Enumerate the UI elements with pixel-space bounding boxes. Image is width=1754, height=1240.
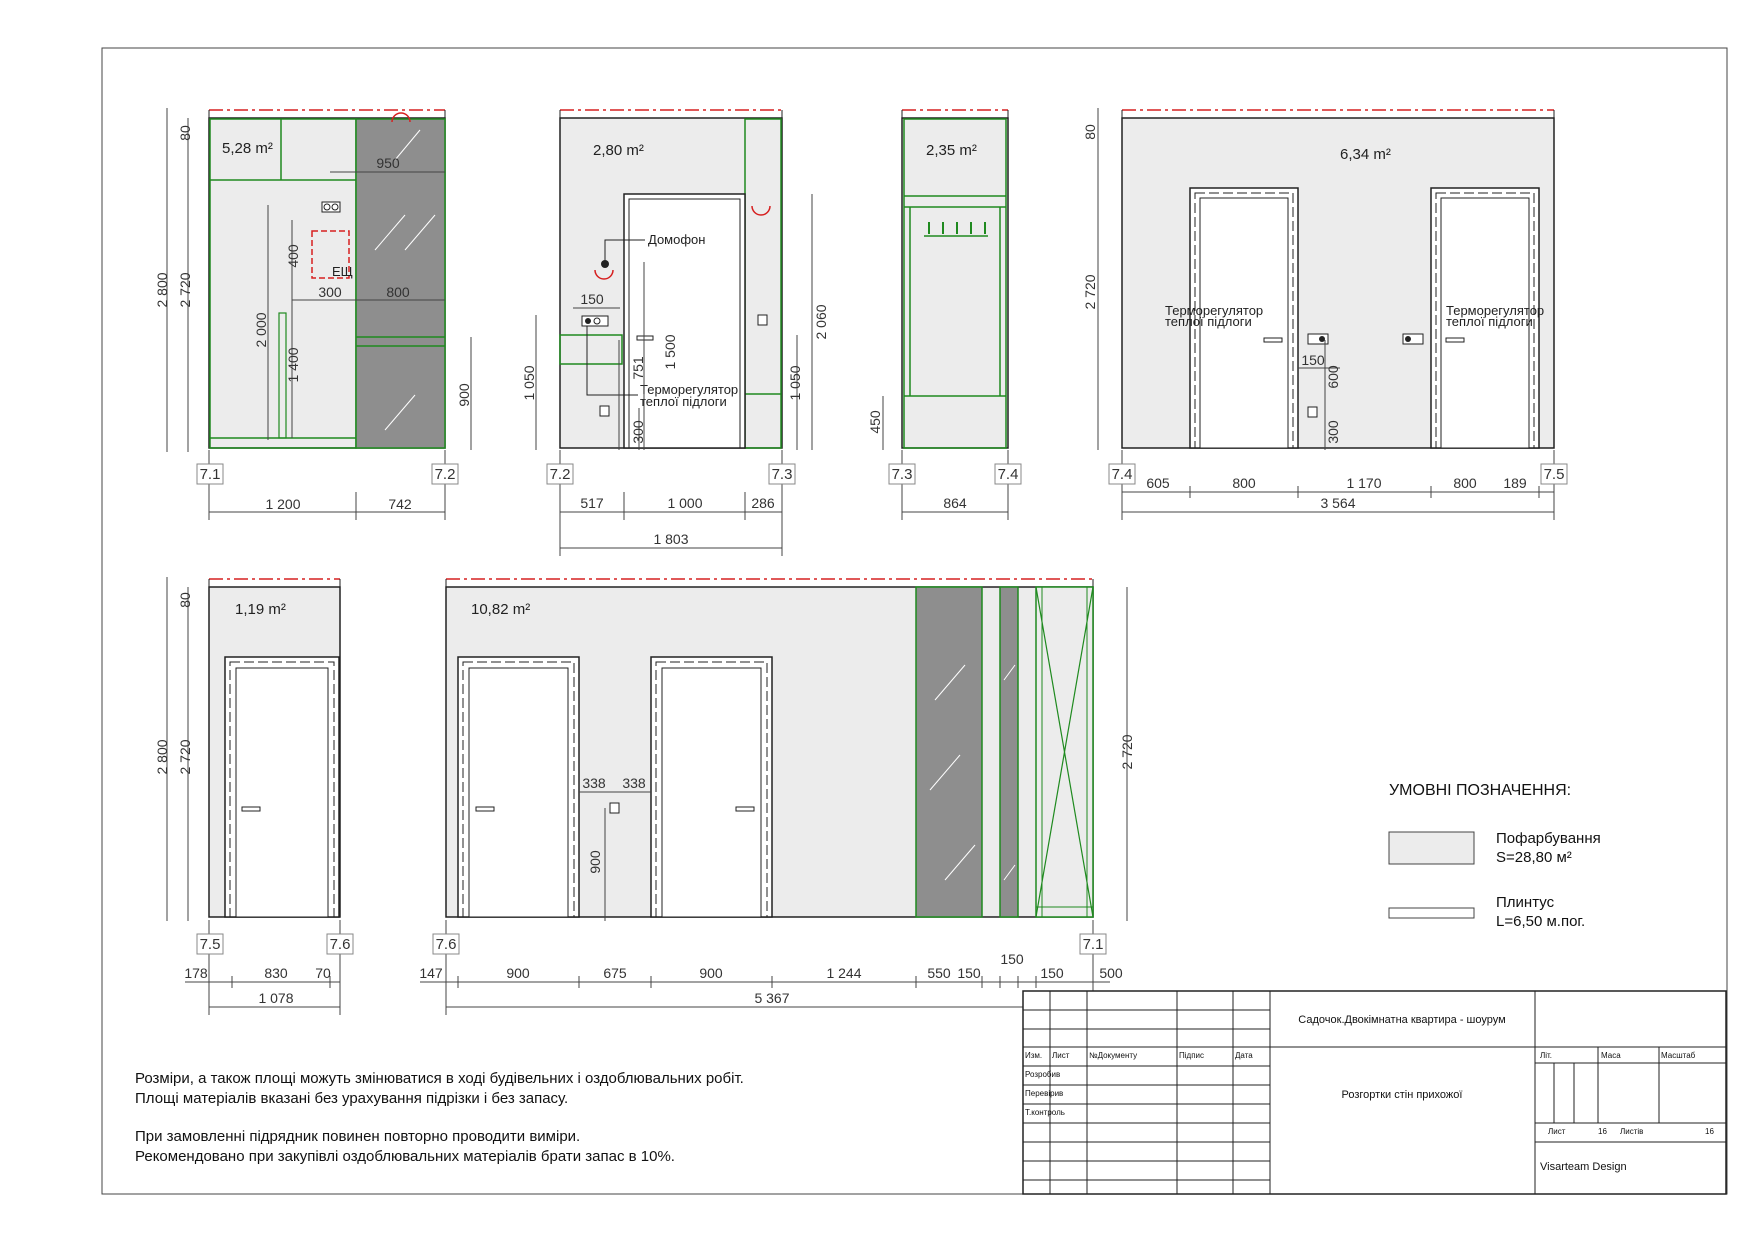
dim-h: 1 200 — [265, 496, 301, 512]
axis-label: 7.6 — [435, 936, 457, 953]
tb-scale: Масштаб — [1661, 1051, 1696, 1060]
intercom-label: Домофон — [648, 232, 706, 247]
tb-row-tcontrol: Т.контроль — [1025, 1108, 1065, 1117]
dim-h: 1 803 — [653, 531, 689, 547]
switch-icon — [1308, 407, 1317, 417]
axis-label: 7.4 — [1111, 466, 1133, 483]
dim-h: 70 — [315, 965, 331, 981]
thermostat-label: Терморегулятор — [1446, 303, 1545, 318]
elevation-5 — [154, 577, 353, 1015]
dim-h: 150 — [957, 965, 981, 981]
dim-h: 517 — [580, 495, 604, 511]
tb-col-date: Дата — [1235, 1051, 1253, 1060]
dim-h: 800 — [1453, 475, 1477, 491]
axis-label: 7.2 — [434, 466, 456, 483]
switch-icon — [610, 803, 619, 813]
dim-h: 800 — [1232, 475, 1256, 491]
note-line: Рекомендовано при закупівлі оздоблювальних матеріалів брати запас в 10%. — [135, 1148, 675, 1165]
area-label: 5,28 m² — [222, 140, 273, 157]
dim-v: 2 720 — [1119, 734, 1135, 770]
axis-label: 7.4 — [997, 466, 1019, 483]
dim-v: 2 720 — [1082, 274, 1098, 310]
dim-h: 605 — [1146, 475, 1170, 491]
area-label: 1,19 m² — [235, 601, 286, 618]
thermostat-label: теплої підлоги — [640, 394, 727, 409]
axis-label: 7.5 — [1543, 466, 1565, 483]
note-line: При замовленні підрядник повинен повторно проводити виміри. — [135, 1128, 581, 1145]
axis-label: 7.5 — [199, 936, 221, 953]
legend — [1389, 782, 1601, 930]
legend-skirting-length: L=6,50 м.пог. — [1496, 913, 1586, 930]
dim-h: 950 — [376, 155, 400, 171]
dim-h: 1 170 — [1346, 475, 1382, 491]
dim-v: 2 720 — [177, 272, 193, 308]
tb-company: Visarteam Design — [1540, 1161, 1627, 1173]
dim-h: 189 — [1503, 475, 1527, 491]
dim-h: 338 — [622, 775, 646, 791]
area-label: 2,35 m² — [926, 142, 977, 159]
panel-label: ЕЩ — [332, 264, 353, 279]
legend-paint-area: S=28,80 м² — [1496, 849, 1572, 866]
tb-row-dev: Розробив — [1025, 1070, 1061, 1079]
area-label: 10,82 m² — [471, 601, 531, 618]
dim-h: 1 244 — [826, 965, 862, 981]
dim-h: 1 078 — [258, 990, 294, 1006]
tb-sheet-label: Лист — [1548, 1127, 1566, 1136]
axis-label: 7.6 — [329, 936, 351, 953]
elevation-1 — [154, 108, 472, 520]
axis-label: 7.3 — [891, 466, 913, 483]
dim-v: 2 060 — [813, 304, 829, 340]
dim-v: 900 — [456, 383, 472, 407]
switch-icon — [600, 406, 609, 416]
dim-v: 1 050 — [521, 365, 537, 401]
dim-v: 80 — [177, 592, 193, 608]
dim-v: 2 000 — [253, 312, 269, 348]
dim-v: 1 050 — [787, 365, 803, 401]
mirror-panel — [1000, 587, 1018, 917]
dim-v: 300 — [1325, 420, 1341, 444]
title-block — [1023, 991, 1726, 1194]
dim-h: 150 — [1000, 951, 1024, 967]
dim-v: 2 720 — [177, 739, 193, 775]
tb-mass: Маса — [1601, 1051, 1621, 1060]
tb-row-check: Перевірив — [1025, 1089, 1064, 1098]
elevation-2 — [521, 110, 829, 556]
elevation-4 — [1082, 108, 1567, 520]
tb-project: Садочок.Двокімнатна квартира - шоурум — [1298, 1014, 1506, 1026]
dim-h: 150 — [1301, 352, 1325, 368]
dim-v: 1 500 — [662, 334, 678, 370]
elevation-6 — [419, 579, 1135, 1015]
dim-h: 550 — [927, 965, 951, 981]
tb-sheet-title: Розгортки стін прихожої — [1341, 1089, 1463, 1101]
dim-h: 1 000 — [667, 495, 703, 511]
tb-col-sign: Підпис — [1179, 1051, 1204, 1060]
dim-h: 338 — [582, 775, 606, 791]
dim-h: 300 — [318, 284, 342, 300]
legend-skirting-swatch — [1389, 908, 1474, 918]
area-label: 2,80 m² — [593, 142, 644, 159]
dim-h: 675 — [603, 965, 627, 981]
dim-h: 150 — [580, 291, 604, 307]
dim-h: 830 — [264, 965, 288, 981]
axis-label: 7.2 — [549, 466, 571, 483]
dim-h: 800 — [386, 284, 410, 300]
mirror-panel — [916, 587, 982, 917]
axis-label: 7.3 — [771, 466, 793, 483]
legend-paint-swatch — [1389, 832, 1474, 864]
axis-label: 7.1 — [1082, 936, 1104, 953]
dim-v: 600 — [1325, 365, 1341, 389]
tb-col-izm: Изм. — [1025, 1051, 1043, 1060]
thermostat-label: Терморегулятор — [640, 382, 739, 397]
tb-lit: Літ. — [1540, 1051, 1553, 1060]
legend-title: УМОВНІ ПОЗНАЧЕННЯ: — [1389, 782, 1572, 799]
dim-h: 147 — [419, 965, 443, 981]
dim-v: 80 — [177, 125, 193, 141]
dim-h: 900 — [506, 965, 530, 981]
legend-skirting-label: Плинтус — [1496, 894, 1555, 911]
dim-v: 400 — [285, 244, 301, 268]
dim-h: 3 564 — [1320, 495, 1356, 511]
dim-h: 286 — [751, 495, 775, 511]
dim-h: 864 — [943, 495, 967, 511]
dim-h: 500 — [1099, 965, 1123, 981]
thermostat-label: теплої підлоги — [1446, 314, 1533, 329]
dim-v: 2 800 — [154, 739, 170, 775]
dim-h: 900 — [699, 965, 723, 981]
dim-v: 751 — [630, 356, 646, 380]
tb-sheets-total: 16 — [1705, 1127, 1714, 1136]
tb-col-doc: №Документу — [1089, 1051, 1138, 1060]
dim-v: 450 — [867, 410, 883, 434]
dim-h: 5 367 — [754, 990, 790, 1006]
elevation-3 — [867, 110, 1021, 520]
tb-col-list: Лист — [1052, 1051, 1070, 1060]
dim-h: 742 — [388, 496, 412, 512]
dim-v: 80 — [1082, 124, 1098, 140]
area-label: 6,34 m² — [1340, 146, 1391, 163]
dim-v: 1 400 — [285, 347, 301, 383]
thermostat-label: теплої підлоги — [1165, 314, 1252, 329]
dim-v: 900 — [587, 850, 603, 874]
dim-h: 150 — [1040, 965, 1064, 981]
socket-icon — [758, 315, 767, 325]
dim-h: 178 — [184, 965, 208, 981]
notes — [135, 1070, 744, 1165]
thermostat-label: Терморегулятор — [1165, 303, 1264, 318]
note-line: Площі матеріалів вказані без урахування підрізки і без запасу. — [135, 1090, 569, 1107]
dim-v: 300 — [630, 420, 646, 444]
axis-label: 7.1 — [199, 466, 221, 483]
tb-sheet-no: 16 — [1598, 1127, 1607, 1136]
note-line: Розміри, а також площі можуть змінюватися в ході будівельних і оздоблювальних робіт. — [135, 1070, 744, 1087]
socket-icon — [322, 202, 340, 212]
dim-v: 2 800 — [154, 272, 170, 308]
tb-sheets-label: Листів — [1620, 1127, 1644, 1136]
legend-paint-label: Пофарбування — [1496, 830, 1601, 847]
